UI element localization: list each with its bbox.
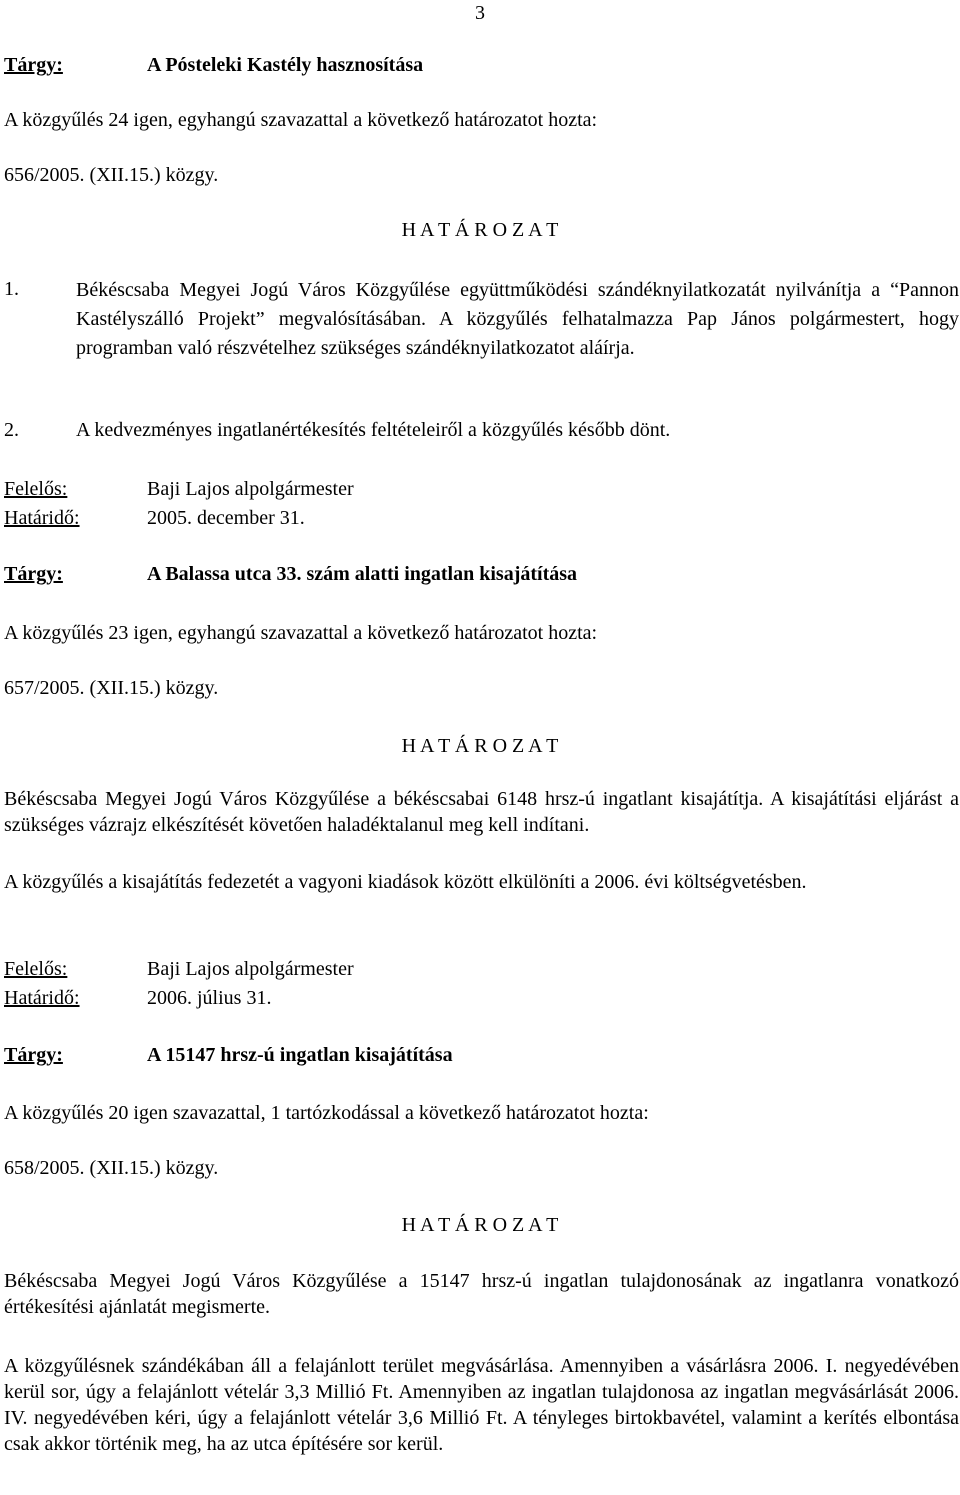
resolution-heading: H A T Á R O Z A T — [401, 219, 559, 241]
resolution-number: 656/2005. (XII.15.) közgy. — [4, 164, 219, 186]
deadline-label: Határidő: — [4, 987, 80, 1009]
vote-statement: A közgyűlés 20 igen szavazattal, 1 tartózkodással a következő határozatot hozta: — [4, 1102, 649, 1124]
subject-label: Tárgy: — [4, 54, 63, 76]
resolution-number: 657/2005. (XII.15.) közgy. — [4, 677, 219, 699]
subject-title: A 15147 hrsz-ú ingatlan kisajátítása — [147, 1044, 453, 1066]
subject-label: Tárgy: — [4, 1044, 63, 1066]
resolution-number: 658/2005. (XII.15.) közgy. — [4, 1157, 219, 1179]
resolution-paragraph: A közgyűlés a kisajátítás fedezetét a vagyoni kiadások között elkülöníti a 2006. évi költségvetésben. — [4, 871, 807, 893]
deadline-label: Határidő: — [4, 507, 80, 529]
item-number: 2. — [4, 419, 19, 441]
item-number: 1. — [4, 278, 19, 300]
resolution-paragraph: Békéscsaba Megyei Jogú Város Közgyűlése a 15147 hrsz-ú ingatlan tulajdonosának az ingatlanra vonatkozó értékesítési ajánlatát megismerte. — [4, 1270, 959, 1318]
resolution-paragraph: Békéscsaba Megyei Jogú Város Közgyűlése a békéscsabai 6148 hrsz-ú ingatlant kisajátítja. A kisajátítási eljárást a szükséges vázrajz elkészítését követően haladéktalanul meg kell indítani. — [4, 788, 959, 836]
subject-title: A Pósteleki Kastély hasznosítása — [147, 54, 424, 76]
resolution-heading: H A T Á R O Z A T — [401, 1214, 559, 1236]
page-number: 3 — [475, 2, 485, 24]
responsible-value: Baji Lajos alpolgármester — [147, 478, 354, 500]
deadline-value: 2006. július 31. — [147, 987, 272, 1009]
responsible-value: Baji Lajos alpolgármester — [147, 958, 354, 980]
resolution-heading: H A T Á R O Z A T — [401, 735, 559, 757]
subject-title: A Balassa utca 33. szám alatti ingatlan kisajátítása — [147, 563, 578, 585]
responsible-label: Felelős: — [4, 958, 68, 980]
vote-statement: A közgyűlés 24 igen, egyhangú szavazattal a következő határozatot hozta: — [4, 109, 598, 131]
item-text: A kedvezményes ingatlanértékesítés feltételeiről a közgyűlés később dönt. — [76, 419, 671, 441]
vote-statement: A közgyűlés 23 igen, egyhangú szavazattal a következő határozatot hozta: — [4, 622, 598, 644]
item-text: Békéscsaba Megyei Jogú Város Közgyűlése együttműködési szándéknyilatkozatát nyilvánítja a “Pannon Kastélyszálló Projekt” megvalósításában. A közgyűlés felhatalmazza Pap János polgármestert, hogy programban való részvételhez szükséges szándéknyilatkozatot aláírja. — [76, 279, 959, 359]
resolution-paragraph: A közgyűlésnek szándékában áll a felajánlott terület megvásárlása. Amennyiben a vásárlásra 2006. I. negyedévében kerül sor, úgy a felajánlott vételár 3,3 Millió Ft. Amennyiben az ingatlan tulajdonosa az ingatlan megvásárlását 2006. IV. negyedévében kéri, úgy a felajánlott vételár 3,6 Millió Ft. A tényleges birtokbavétel, valamint a kerítés elbontása csak akkor történik meg, ha az utca építésére sor kerül. — [4, 1355, 959, 1455]
subject-label: Tárgy: — [4, 563, 63, 585]
responsible-label: Felelős: — [4, 478, 68, 500]
deadline-value: 2005. december 31. — [147, 507, 305, 529]
